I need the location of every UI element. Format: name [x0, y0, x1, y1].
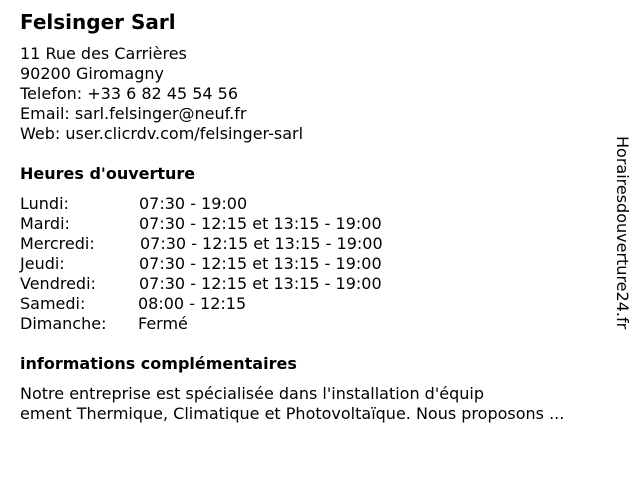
day-label: Mardi: [20, 214, 70, 233]
address-street: 11 Rue des Carrières [20, 44, 187, 63]
time-value: 07:30 - 12:15 et 13:15 - 19:00 [140, 234, 383, 253]
web-line[interactable]: Web: user.clicrdv.com/felsinger-sarl [20, 124, 304, 143]
time-value: 07:30 - 12:15 et 13:15 - 19:00 [139, 274, 382, 293]
address-city: 90200 Giromagny [20, 64, 164, 83]
watermark-text: Horairesdouverture24.fr [613, 136, 632, 330]
day-label: Mercredi: [20, 234, 95, 253]
day-label: Vendredi: [20, 274, 96, 293]
phone-line[interactable]: Telefon: +33 6 82 45 54 56 [20, 84, 239, 103]
time-value: 07:30 - 19:00 [139, 194, 248, 213]
day-label: Jeudi: [20, 254, 65, 273]
time-value: 08:00 - 12:15 [138, 294, 247, 313]
info-line-1: Notre entreprise est spécialisée dans l'installation d'équip [20, 384, 484, 403]
watermark [612, 136, 632, 346]
info-heading: informations complémentaires [20, 354, 297, 373]
time-value: 07:30 - 12:15 et 13:15 - 19:00 [139, 214, 382, 233]
time-value: 07:30 - 12:15 et 13:15 - 19:00 [139, 254, 382, 273]
time-value: Fermé [138, 314, 188, 333]
contact-block [20, 44, 303, 144]
business-name: Felsinger Sarl [20, 10, 176, 34]
hours-heading: Heures d'ouverture [20, 164, 196, 183]
info-text [20, 384, 564, 424]
email-line[interactable]: Email: sarl.felsinger@neuf.fr [20, 104, 247, 123]
day-label: Dimanche: [20, 314, 107, 333]
day-label: Lundi: [20, 194, 69, 213]
info-line-2: ement Thermique, Climatique et Photovoltaïque. Nous proposons ... [20, 404, 565, 423]
day-label: Samedi: [20, 294, 86, 313]
